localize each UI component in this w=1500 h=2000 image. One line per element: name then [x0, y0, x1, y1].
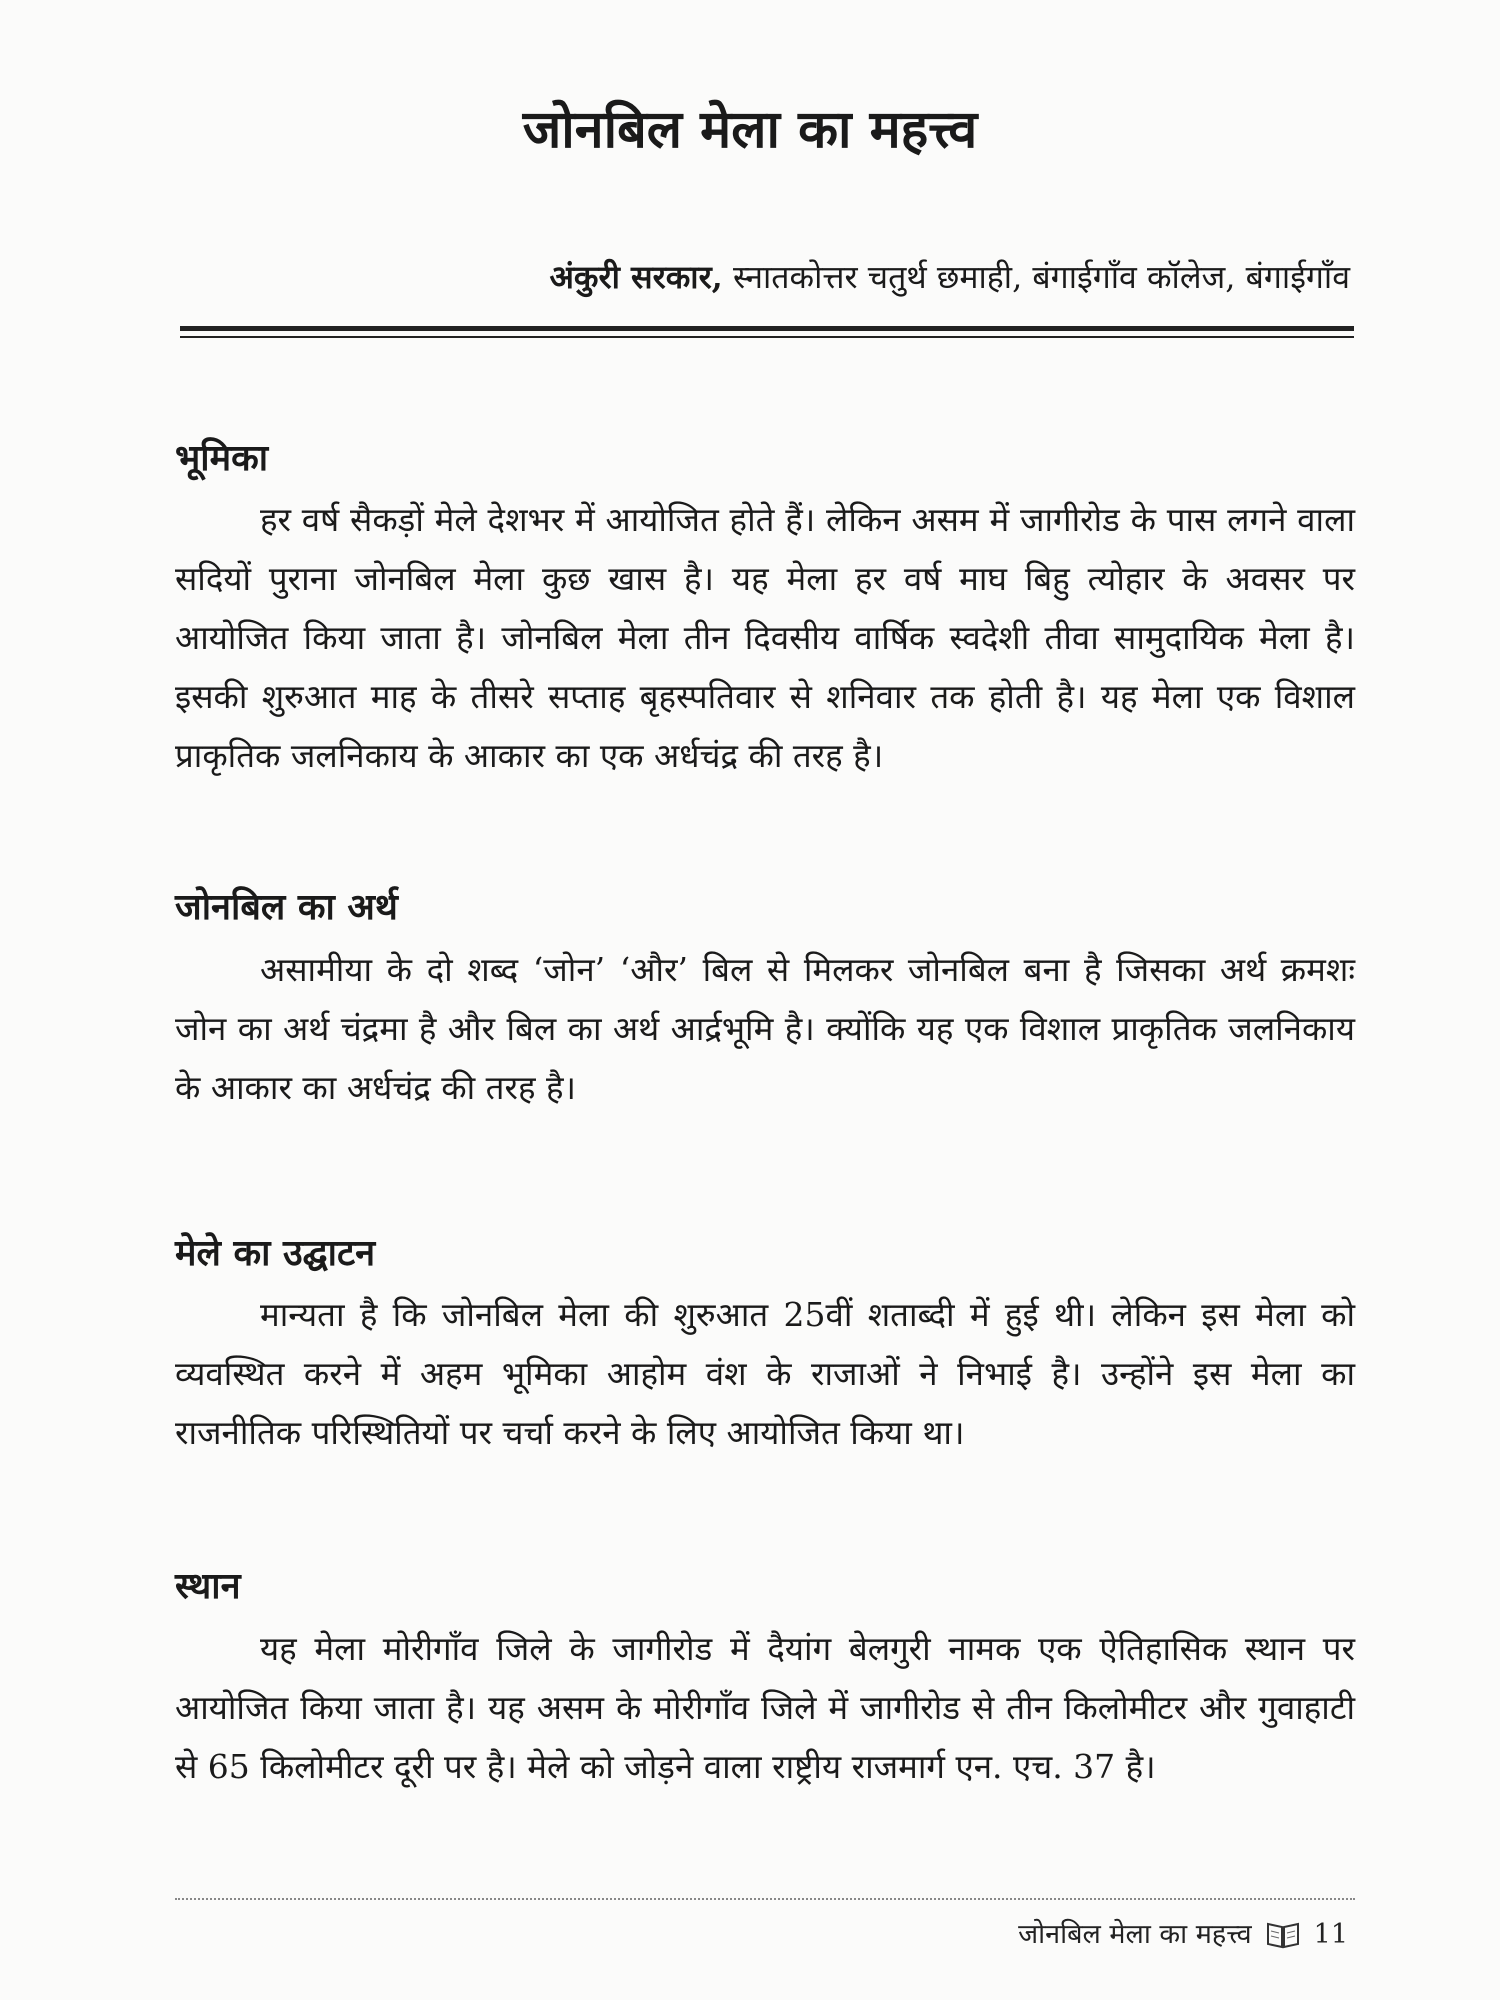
- section-heading-meaning: जोनबिल का अर्थ: [175, 886, 398, 928]
- page-number: 11: [1313, 1919, 1348, 1950]
- section-text-meaning: असामीया के दो शब्द ‘जोन’ ‘और’ बिल से मिलकर जोनबिल बना है जिसका अर्थ क्रमशः जोन का अर्थ चंद्रमा है और बिल का अर्थ आर्द्रभूमि है। क्योंकि यह एक विशाल प्राकृतिक जलनिकाय के आकार का अर्धचंद्र की तरह है।: [175, 950, 1355, 1107]
- header-rule-thick: [180, 326, 1354, 331]
- section-heading-introduction: भूमिका: [175, 437, 269, 479]
- footer-rule: [175, 1898, 1355, 1900]
- author-line: [549, 252, 1350, 302]
- open-book-icon: [1266, 1920, 1300, 1950]
- page-title: जोनबिल मेला का महत्त्व: [522, 99, 978, 160]
- header-rule-thin: [180, 336, 1354, 338]
- footer-running-title: जोनबिल मेला का महत्त्व: [1018, 1919, 1252, 1950]
- author-name: अंकुरी सरकार,: [549, 258, 723, 296]
- section-text-location: यह मेला मोरीगाँव जिले के जागीरोड में दैयांग बेलगुरी नामक एक ऐतिहासिक स्थान पर आयोजित किया जाता है। यह असम के मोरीगाँव जिले में जागीरोड से तीन किलोमीटर और गुवाहाटी से 65 किलोमीटर दूरी पर है। मेले को जोड़ने वाला राष्ट्रीय राजमार्ग एन. एच. 37 है।: [175, 1629, 1355, 1786]
- author-affiliation: स्नातकोत्तर चतुर्थ छमाही, बंगाईगाँव कॉलेज, बंगाईगाँव: [733, 258, 1350, 296]
- section-heading-location: स्थान: [175, 1565, 241, 1607]
- section-heading-inauguration: मेले का उद्घाटन: [175, 1232, 376, 1274]
- section-text-inauguration: मान्यता है कि जोनबिल मेला की शुरुआत 25वीं शताब्दी में हुई थी। लेकिन इस मेला को व्यवस्थित करने में अहम भूमिका आहोम वंश के राजाओं ने निभाई है। उन्होंने इस मेला का राजनीतिक परिस्थितियों पर चर्चा करने के लिए आयोजित किया था।: [175, 1295, 1355, 1452]
- page-footer: [1018, 1915, 1348, 1955]
- section-text-introduction: हर वर्ष सैकड़ों मेले देशभर में आयोजित होते हैं। लेकिन असम में जागीरोड के पास लगने वाला सदियों पुराना जोनबिल मेला कुछ खास है। यह मेला हर वर्ष माघ बिहु त्योहार के अवसर पर आयोजित किया जाता है। जोनबिल मेला तीन दिवसीय वार्षिक स्वदेशी तीवा सामुदायिक मेला है। इसकी शुरुआत माह के तीसरे सप्ताह बृहस्पतिवार से शनिवार तक होती है। यह मेला एक विशाल प्राकृतिक जलनिकाय के आकार का एक अर्धचंद्र की तरह है।: [175, 500, 1355, 775]
